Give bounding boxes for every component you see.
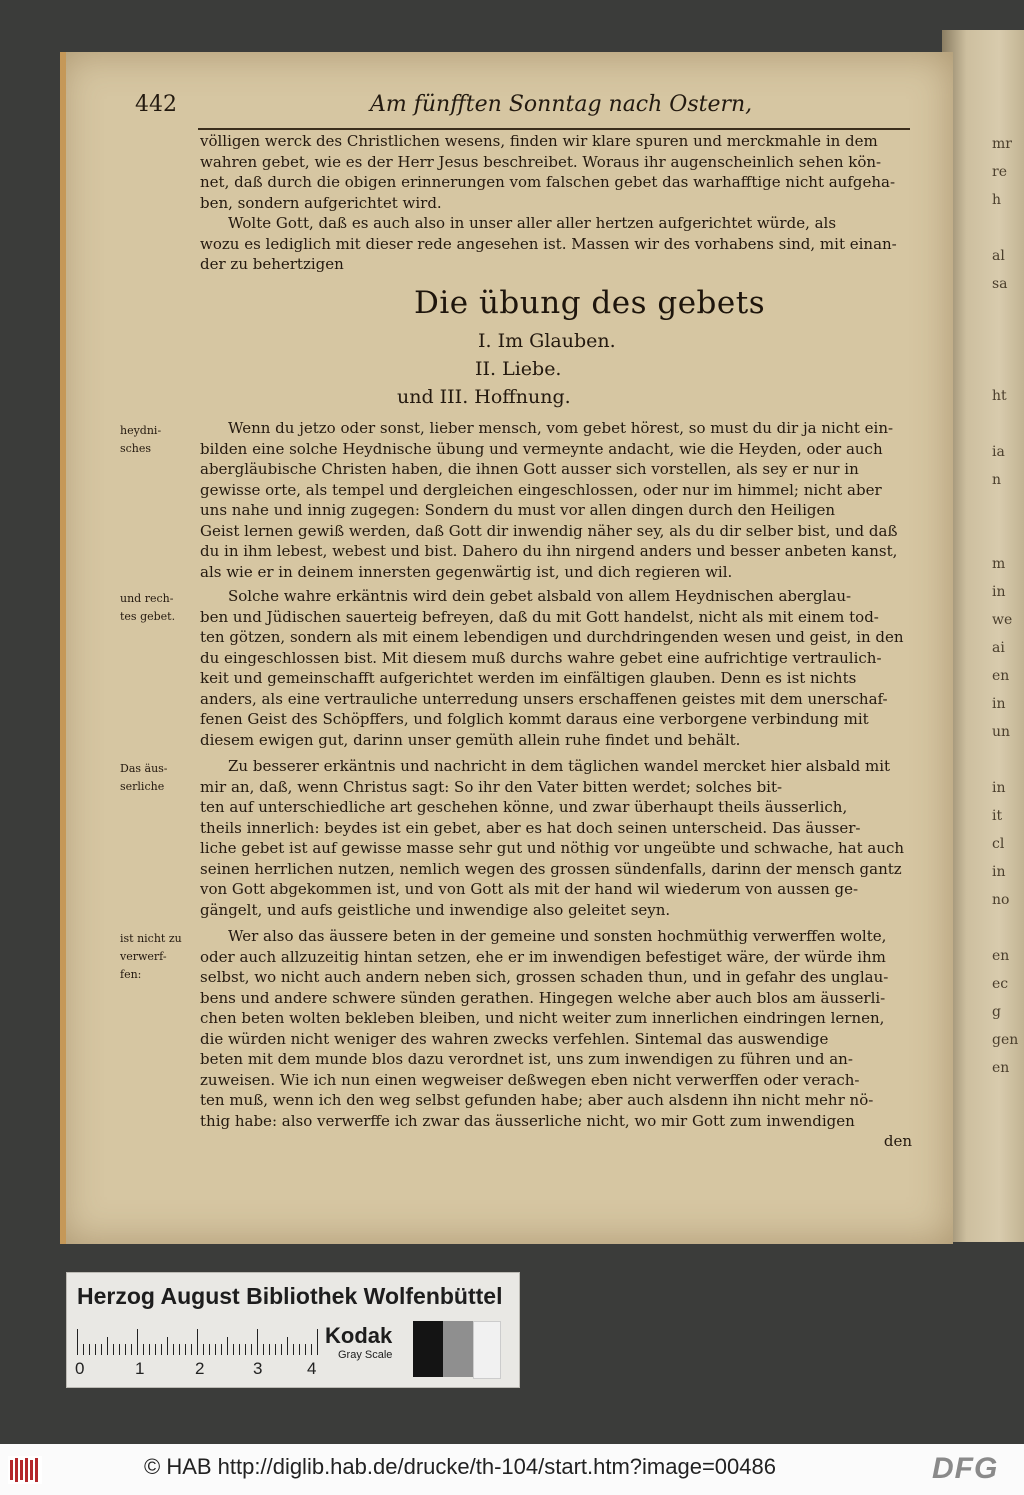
text-line: ten muß, wenn ich den weg selbst gefunden habe; aber auch alsdenn ihn nicht mehr nö- xyxy=(200,1091,874,1109)
hab-logo-icon xyxy=(8,1456,42,1484)
text-line: chen beten wolten bekleben bleiben, und nicht weiter zum innerlichen eindringen lernen, xyxy=(200,1009,885,1027)
ruler-tick xyxy=(311,1344,312,1355)
ruler-tick xyxy=(299,1344,300,1355)
paragraph-4 xyxy=(200,926,912,1152)
ruler-tick xyxy=(263,1344,264,1355)
paragraph-3 xyxy=(200,756,912,920)
ruler-tick xyxy=(269,1344,270,1355)
color-target-card xyxy=(66,1272,520,1388)
ruler-tick xyxy=(167,1337,168,1355)
text-line: bilden eine solche Heydnische übung und vermeynte andacht, wie die Heyden, oder auch xyxy=(200,439,883,458)
ruler-tick xyxy=(245,1344,246,1355)
text-line: anders, als eine vertrauliche unterredung unsers erschaffenen geistes mit dem unerschaf- xyxy=(200,689,888,708)
ruler-number: 0 xyxy=(75,1359,85,1378)
copyright-text: © HAB http://diglib.hab.de/drucke/th-104/start.htm?image=00486 xyxy=(144,1454,776,1479)
ruler-tick xyxy=(101,1344,102,1355)
ruler-tick xyxy=(203,1344,204,1355)
text-line: Wolte Gott, daß es auch also in unser aller aller hertzen aufgerichtet würde, als xyxy=(228,214,837,232)
footer-bar xyxy=(0,1444,1024,1495)
ruler-tick xyxy=(155,1344,156,1355)
text-line: abergläubische Christen haben, die ihnen Gott ausser sich vorstellen, als sey er nur in xyxy=(200,460,859,478)
text-line: ben und Jüdischen sauerteig befreyen, daß du mit Gott handelst, nicht als mit einem tod- xyxy=(200,607,879,626)
library-name: Herzog August Bibliothek Wolfenbüttel xyxy=(77,1283,503,1309)
text-line: oder auch allzuzeitig hintan setzen, ehe er im inwendigen befestiget wäre, der würde ihm xyxy=(200,947,886,966)
ruler-tick xyxy=(125,1344,126,1355)
ruler-numbers xyxy=(75,1359,335,1379)
text-line: Solche wahre erkäntnis wird dein gebet alsbald von allem Heydnischen aberglau- xyxy=(228,587,852,605)
ruler-tick xyxy=(107,1337,108,1355)
page-header xyxy=(135,92,785,126)
margin-note: heydni- sches xyxy=(120,424,162,455)
ruler-tick xyxy=(119,1344,120,1355)
ruler-tick xyxy=(185,1344,186,1355)
ruler-tick xyxy=(227,1337,228,1355)
ruler-tick xyxy=(131,1344,132,1355)
text-line: ten götzen, sondern als mit einem lebendigen und durchdringenden wesen und geist, in den xyxy=(200,628,904,646)
ruler-tick xyxy=(113,1344,114,1355)
text-line: liche gebet ist auf gewisse masse sehr gut und nöthig vor ungeübte und schwache, hat auch xyxy=(200,839,905,857)
facing-page-text: mr re h al sa ht ia n m in we ai en in un in it cl in no en ec g gen en xyxy=(992,136,1019,1076)
text-line: uns nahe und innig zugegen: Sondern du must vor allen dingen durch den Heiligen xyxy=(200,501,836,519)
text-line: Zu besserer erkäntnis und nachricht in dem täglichen wandel mercket hier alsbald mit xyxy=(228,757,891,775)
ruler-tick xyxy=(215,1344,216,1355)
ruler-number: 2 xyxy=(195,1359,205,1378)
text-line: wahren gebet, wie es der Herr Jesus beschreibet. Woraus ihr augenscheinlich sehen kön- xyxy=(200,152,882,171)
ruler-tick xyxy=(191,1344,192,1355)
ruler-tick xyxy=(197,1329,198,1355)
subtitle-faith: I. Im Glauben. xyxy=(478,330,616,352)
text-line: gängelt, und aufs geistliche und inwendige also geleitet seyn. xyxy=(200,900,671,919)
text-line: keit und gemeinschafft aufgerichtet werden im einfältigen glauben. Denn es ist nichts xyxy=(200,669,857,687)
paragraph-1 xyxy=(200,418,912,582)
intro-paragraph xyxy=(200,131,912,275)
ruler-tick xyxy=(233,1344,234,1355)
ruler-tick xyxy=(95,1344,96,1355)
catchword: den xyxy=(883,1132,912,1150)
text-line: seinen herrlichen nutzen, nemlich wegen des grossen sündenfalls, darinn der mensch gantz xyxy=(200,859,902,878)
ruler-tick xyxy=(275,1344,276,1355)
dfg-logo: DFG xyxy=(932,1452,999,1485)
text-line: völligen werck des Christlichen wesens, finden wir klare spuren und merckmahle in dem xyxy=(200,132,878,150)
text-line: fenen Geist des Schöpffers, und folglich kommt daraus eine verborgene verbindung mit xyxy=(200,710,869,728)
text-line: du eingeschlossen bist. Mit diesem muß durchs wahre gebet eine aufrichtige vertraulich- xyxy=(200,648,882,667)
gray-patch-black xyxy=(413,1321,443,1377)
ruler-tick xyxy=(209,1344,210,1355)
text-line: net, daß durch die obigen erinnerungen vom falschen gebet das warhafftige nicht aufgeha- xyxy=(200,173,896,191)
ruler-tick xyxy=(293,1344,294,1355)
ruler-tick xyxy=(77,1329,78,1355)
text-line: von Gott abgekommen ist, und von Gott als mit der hand wil wiederum von aussen ge- xyxy=(200,880,859,898)
text-line: thig habe: also verwerffe ich zwar das äusserliche nicht, wo mir Gott zum inwendigen xyxy=(200,1111,855,1130)
section-title: Die übung des gebets xyxy=(414,285,766,321)
text-line: du in ihm lebest, webest und bist. Dahero du ihn nirgend anders und besser anbeten kanst, xyxy=(200,542,898,560)
text-line: mir an, daß, wenn Christus sagt: So ihr den Vater bitten werdet; solches bit- xyxy=(200,777,783,796)
ruler-tick xyxy=(221,1344,222,1355)
ruler-tick xyxy=(137,1329,138,1355)
ruler-tick xyxy=(281,1344,282,1355)
gray-patch-white xyxy=(473,1321,501,1379)
text-line: zuweisen. Wie ich nun einen wegweiser deßwegen eben nicht verwerffen oder verach- xyxy=(200,1070,860,1089)
gray-scale-label: Gray Scale xyxy=(338,1349,393,1361)
ruler-tick xyxy=(287,1337,288,1355)
text-line: ten auf unterschiedliche art geschehen könne, und zwar überhaupt theils äusserlich, xyxy=(200,798,848,816)
subtitle-love: II. Liebe. xyxy=(475,358,562,380)
text-line: diesem ewigen gut, darinn unser gemüth allein ruhe findet und behält. xyxy=(200,730,741,749)
text-line: beten mit dem munde blos dazu verordnet ist, uns zum inwendigen zu führen und an- xyxy=(200,1050,853,1068)
text-line: ben, sondern aufgerichtet wird. xyxy=(200,193,442,212)
gray-patch-mid xyxy=(443,1321,473,1377)
margin-note: und rech- tes gebet. xyxy=(120,592,176,623)
text-line: als wie er in deinem innersten gegenwärtig ist, und dich regieren wil. xyxy=(200,562,733,581)
ruler-number: 4 xyxy=(307,1359,317,1378)
ruler-tick xyxy=(83,1344,84,1355)
text-line: theils innerlich: beydes ist ein gebet, aber es hat doch seinen unterscheid. Das äusser- xyxy=(200,818,861,837)
margin-note: ist nicht zu verwerf- fen: xyxy=(120,932,182,981)
ruler-tick xyxy=(251,1344,252,1355)
text-line: bens und andere schwere sünden gerathen. Hingegen welche aber auch blos am äusserli- xyxy=(200,988,886,1007)
ruler-tick xyxy=(305,1344,306,1355)
ruler-tick xyxy=(179,1344,180,1355)
ruler-tick xyxy=(257,1329,258,1355)
text-line: die würden nicht weniger des wahren zwecks verfehlen. Sintemal das auswendige xyxy=(200,1029,829,1048)
ruler-tick xyxy=(143,1344,144,1355)
header-rule xyxy=(198,128,910,130)
ruler-number: 3 xyxy=(253,1359,263,1378)
paragraph-2 xyxy=(200,586,912,750)
ruler-tick xyxy=(89,1344,90,1355)
text-line: Wer also das äussere beten in der gemeine und sonsten hochmüthig verwerffen wolte, xyxy=(228,927,887,945)
subtitle-hope: und III. Hoffnung. xyxy=(397,386,571,408)
ruler xyxy=(77,1325,329,1355)
text-line: wozu es lediglich mit dieser rede angesehen ist. Massen wir des vorhabens sind, mit einan- xyxy=(200,234,897,253)
ruler-tick xyxy=(161,1344,162,1355)
ruler-tick xyxy=(149,1344,150,1355)
facing-page xyxy=(942,30,1024,1242)
text-line: gewisse orte, als tempel und dergleichen eingeschlossen, oder nur im himmel; nicht aber xyxy=(200,480,882,499)
page-number: 442 xyxy=(135,92,177,117)
text-line: Wenn du jetzo oder sonst, lieber mensch, vom gebet hörest, so must du dir ja nicht ein- xyxy=(228,419,894,437)
ruler-number: 1 xyxy=(135,1359,145,1378)
running-title: Am fünfften Sonntag nach Ostern, xyxy=(370,92,753,117)
ruler-tick xyxy=(239,1344,240,1355)
kodak-logo: Kodak xyxy=(325,1323,393,1348)
text-line: der zu behertzigen xyxy=(200,255,344,273)
text-line: Geist lernen gewiß werden, daß Gott dir inwendig näher sey, als du dir selber bist, und daß xyxy=(200,521,898,540)
margin-note: Das äus- serliche xyxy=(120,762,168,793)
page-edge xyxy=(60,52,66,1244)
text-line: selbst, wo nicht auch andern neben sich, grossen schaden thun, und in gefahr des unglau- xyxy=(200,968,889,986)
ruler-tick xyxy=(173,1344,174,1355)
ruler-tick xyxy=(317,1329,318,1355)
